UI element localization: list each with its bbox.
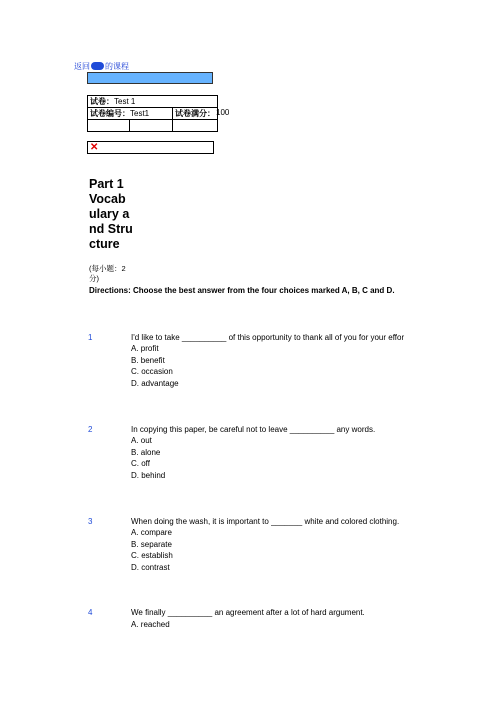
option-c[interactable]: C. establish (131, 551, 173, 560)
user-badge-icon (91, 62, 104, 70)
exam-score-label: 试卷满分： (175, 109, 215, 118)
question-text: In copying this paper, be careful not to leave __________ any words. (131, 425, 376, 434)
question-text: We finally __________ an agreement after a lot of hard argument. (131, 608, 365, 617)
option-a[interactable]: A. compare (131, 528, 172, 537)
exam-score-cell (173, 108, 218, 120)
question-number: 1 (88, 333, 93, 342)
option-d[interactable]: D. contrast (131, 563, 170, 572)
exam-name-value: Test 1 (114, 97, 136, 106)
exam-code-cell (88, 108, 173, 120)
empty-cell (88, 120, 130, 132)
exam-name-cell (88, 96, 218, 108)
option-c[interactable]: C. occasion (131, 367, 173, 376)
option-b[interactable]: B. alone (131, 448, 161, 457)
directions-text: Directions: Choose the best answer from the four choices marked A, B, C and D. (89, 286, 395, 295)
back-to-courses-link[interactable] (74, 61, 129, 72)
status-row (87, 141, 214, 154)
exam-info-table (87, 95, 218, 132)
per-item-score: (每小题：2 分) (89, 264, 126, 283)
option-b[interactable]: B. separate (131, 540, 172, 549)
option-a[interactable]: A. profit (131, 344, 159, 353)
part-title: Part 1 Vocabulary and Structure (89, 177, 133, 251)
question-number: 2 (88, 425, 93, 434)
option-b[interactable]: B. benefit (131, 356, 165, 365)
option-d[interactable]: D. behind (131, 471, 166, 480)
question-text: When doing the wash, it is important to _______ white and colored clothing. (131, 517, 400, 526)
option-c[interactable]: C. off (131, 459, 150, 468)
empty-cell (173, 120, 218, 132)
question-number: 4 (88, 608, 93, 617)
question-text: I'd like to take __________ of this opportunity to thank all of you for your effor (131, 333, 405, 342)
option-d[interactable]: D. advantage (131, 379, 179, 388)
option-a[interactable]: A. out (131, 436, 152, 445)
back-link-suffix: 的课程 (105, 62, 129, 71)
exam-code-label: 试卷编号： (90, 109, 130, 118)
header-bar (87, 72, 213, 84)
exam-code-value: Test1 (130, 109, 150, 118)
back-link-prefix: 返回 (74, 62, 90, 71)
option-a[interactable]: A. reached (131, 620, 170, 629)
empty-cell (130, 120, 173, 132)
question-number: 3 (88, 517, 93, 526)
close-icon[interactable]: ✕ (90, 142, 99, 153)
exam-name-label: 试卷： (90, 97, 114, 106)
exam-score-value: 100 (216, 108, 230, 117)
